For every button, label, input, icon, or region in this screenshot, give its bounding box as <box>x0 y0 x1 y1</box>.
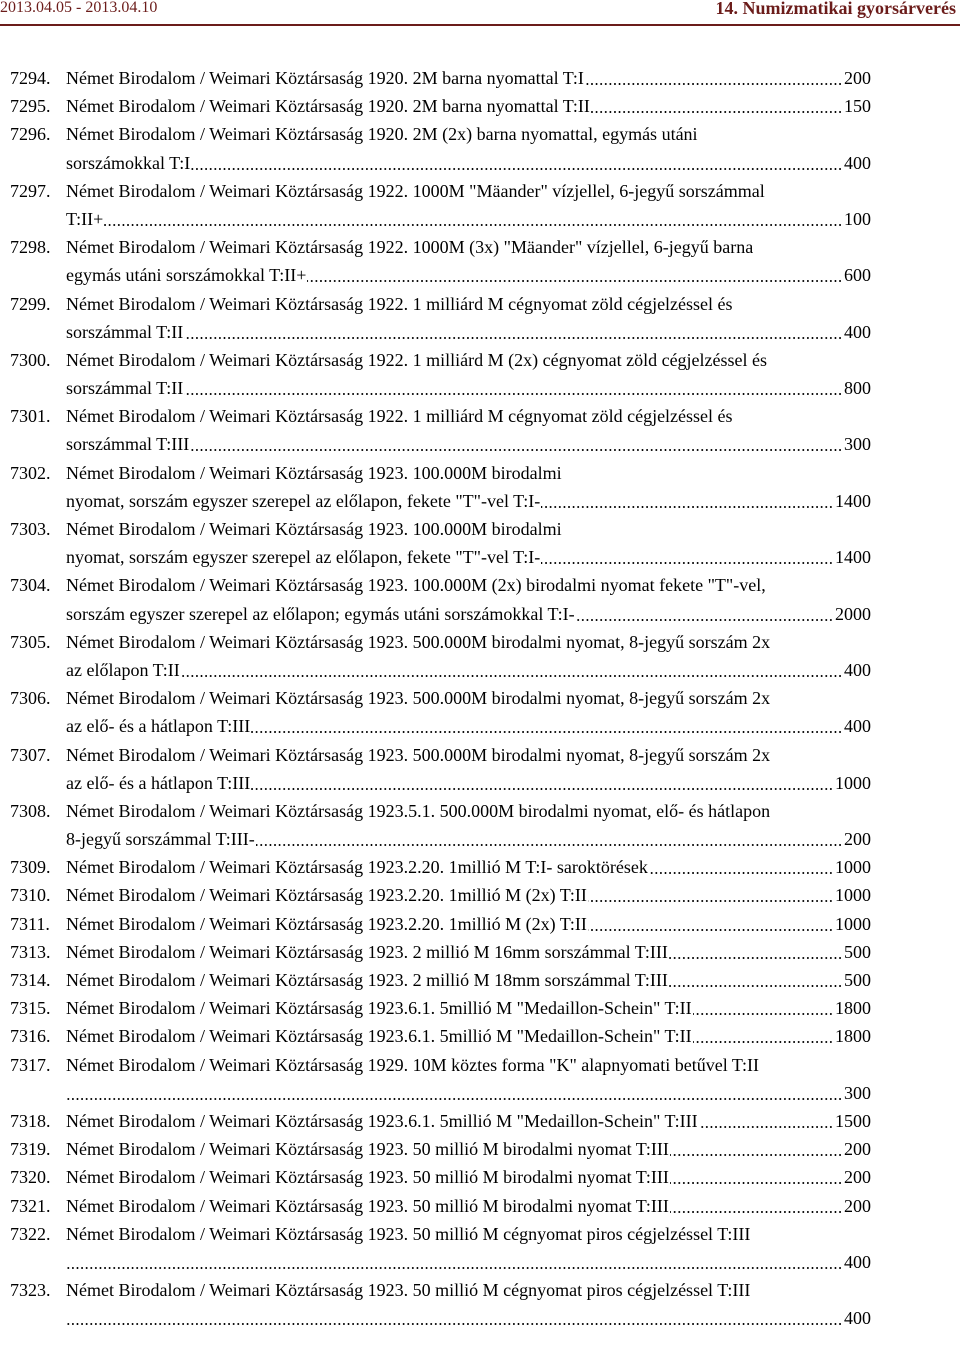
lot-description-text: Német Birodalom / Weimari Köztársaság 1923. 2 millió M 18mm sorszámmal T:III <box>66 970 668 990</box>
lot-description-last-line <box>66 1107 871 1135</box>
lot-description-text: Német Birodalom / Weimari Köztársaság 1923.2.20. 1millió M T:I- saroktörések <box>66 857 648 878</box>
lot-entry <box>0 120 960 176</box>
lot-entry <box>0 571 960 627</box>
lot-description-text: Német Birodalom / Weimari Köztársaság 1922. 1000M "Mäander" vízjellel, 6-jegyű sorszámmal <box>66 180 765 201</box>
lot-starting-price: 400 <box>843 712 871 740</box>
lot-starting-price: 500 <box>843 938 871 966</box>
lot-number: 7296. <box>10 124 51 145</box>
lot-description-text: Német Birodalom / Weimari Köztársaság 1923. 50 millió M birodalmi nyomat T:III <box>66 1167 669 1188</box>
lot-description-last-line <box>66 600 871 628</box>
lot-entry <box>0 177 960 233</box>
lot-entry <box>0 1192 960 1220</box>
lot-number: 7294. <box>10 68 51 88</box>
lot-starting-price: 1000 <box>834 910 871 938</box>
lot-starting-price: 200 <box>843 825 871 853</box>
lot-entry <box>0 741 960 797</box>
lot-description-text: Német Birodalom / Weimari Köztársaság 1923.2.20. 1millió M (2x) T:II <box>66 913 587 934</box>
lot-entry <box>0 515 960 571</box>
lot-starting-price: 400 <box>843 1248 871 1276</box>
lot-entry <box>0 64 960 92</box>
lot-description-line <box>66 571 871 599</box>
lot-description-line <box>66 1276 871 1304</box>
lot-description-last-line <box>66 966 871 994</box>
lot-description-last-line <box>66 487 871 515</box>
lot-description-text: sorszámmal T:II <box>66 378 184 399</box>
lot-number: 7321. <box>10 1195 51 1216</box>
lot-starting-price: 400 <box>843 1304 871 1332</box>
lot-starting-price: 2000 <box>834 600 871 628</box>
lot-description-last-line <box>66 92 871 120</box>
lot-description-text: Német Birodalom / Weimari Köztársaság 1929. 10M köztes forma "K" alapnyomati betűvel T:II <box>66 1054 760 1075</box>
lot-entry <box>0 290 960 346</box>
lot-description-line <box>66 177 871 205</box>
lot-description-text: sorszámmal T:II <box>66 321 184 342</box>
lot-starting-price: 1400 <box>834 487 871 515</box>
lot-number: 7302. <box>10 462 51 483</box>
lot-description-text: egymás utáni sorszámokkal T:II+ <box>66 265 307 286</box>
lot-description-text: Német Birodalom / Weimari Köztársaság 1922. 1 milliárd M cégnyomat zöld cégjelzéssel és <box>66 293 733 314</box>
lot-description-line <box>66 684 871 712</box>
lot-entry <box>0 881 960 909</box>
lot-description-line <box>66 402 871 430</box>
lot-description-text: Német Birodalom / Weimari Köztársaság 1923. 500.000M birodalmi nyomat, 8-jegyű sorszám 2x <box>66 688 771 709</box>
lot-description-text: sorszámokkal T:I <box>66 152 191 173</box>
lot-entry <box>0 628 960 684</box>
lot-entry <box>0 1107 960 1135</box>
lot-description-last-line <box>66 1022 871 1050</box>
lot-description-last-line <box>66 1248 871 1276</box>
lot-number: 7319. <box>10 1139 51 1160</box>
lot-description-last-line <box>66 938 871 966</box>
lot-number: 7305. <box>10 631 51 652</box>
lot-entry <box>0 92 960 120</box>
lot-description-line <box>66 233 871 261</box>
lot-entry <box>0 1022 960 1050</box>
lot-description-last-line <box>66 1192 871 1220</box>
lot-number: 7306. <box>10 688 51 709</box>
lot-description-last-line <box>66 205 871 233</box>
lot-description-text: Német Birodalom / Weimari Köztársaság 1920. 2M barna nyomattal T:II <box>66 96 590 117</box>
lot-description-line <box>66 515 871 543</box>
lot-starting-price: 1400 <box>834 543 871 571</box>
lot-starting-price: 500 <box>843 966 871 994</box>
lot-description-text: Német Birodalom / Weimari Köztársaság 1923. 50 millió M cégnyomat piros cégjelzéssel T:III <box>66 1280 751 1301</box>
lot-description-last-line <box>66 1163 871 1191</box>
lot-description-text: sorszámmal T:III <box>66 434 190 455</box>
lot-number: 7299. <box>10 293 51 314</box>
lot-number: 7300. <box>10 349 51 370</box>
lot-number: 7322. <box>10 1223 51 1244</box>
lot-starting-price: 300 <box>843 1079 871 1107</box>
lot-description-last-line <box>66 712 871 740</box>
lot-description-text: nyomat, sorszám egyszer szerepel az előlapon, fekete "T"-vel T:I- <box>66 490 541 511</box>
lot-number: 7311. <box>10 913 50 934</box>
lot-description-line <box>66 741 871 769</box>
lot-description-last-line <box>66 769 871 797</box>
lot-description-line <box>66 1051 871 1079</box>
lot-description-text: Német Birodalom / Weimari Köztársaság 1923. 50 millió M birodalmi nyomat T:III <box>66 1139 669 1160</box>
lot-description-text <box>66 1308 67 1328</box>
lot-description-text: Német Birodalom / Weimari Köztársaság 1923. 500.000M birodalmi nyomat, 8-jegyű sorszám 2x <box>66 744 771 765</box>
lot-description-last-line <box>66 149 871 177</box>
header-divider <box>0 24 960 26</box>
lot-description-line <box>66 120 871 148</box>
lot-number: 7314. <box>10 970 51 990</box>
lot-description-last-line <box>66 64 871 92</box>
lot-starting-price: 1800 <box>834 994 871 1022</box>
lot-list <box>0 64 960 1332</box>
lot-description-last-line <box>66 430 871 458</box>
lot-entry <box>0 233 960 289</box>
lot-starting-price: 400 <box>843 318 871 346</box>
lot-number: 7323. <box>10 1280 51 1301</box>
lot-number: 7315. <box>10 998 51 1019</box>
lot-entry <box>0 1276 960 1332</box>
lot-starting-price: 200 <box>843 1135 871 1163</box>
lot-description-text: Német Birodalom / Weimari Köztársaság 1923. 50 millió M birodalmi nyomat T:III <box>66 1195 669 1216</box>
lot-description-text: Német Birodalom / Weimari Köztársaság 1922. 1 milliárd M (2x) cégnyomat zöld cégjelzéssel és <box>66 349 768 370</box>
lot-starting-price: 150 <box>843 92 871 120</box>
lot-number: 7298. <box>10 237 51 258</box>
lot-starting-price: 1500 <box>834 1107 871 1135</box>
lot-description-text: Német Birodalom / Weimari Köztársaság 1923. 100.000M birodalmi <box>66 519 562 539</box>
lot-starting-price: 1800 <box>834 1022 871 1050</box>
lot-entry <box>0 910 960 938</box>
lot-description-line <box>66 459 871 487</box>
lot-number: 7316. <box>10 1026 51 1047</box>
lot-description-text: Német Birodalom / Weimari Köztársaság 1923.6.1. 5millió M "Medaillon-Schein" T:III <box>66 1110 698 1131</box>
lot-starting-price: 400 <box>843 149 871 177</box>
lot-entry <box>0 797 960 853</box>
lot-description-text: Német Birodalom / Weimari Köztársaság 1922. 1 milliárd M cégnyomat zöld cégjelzéssel és <box>66 406 733 427</box>
lot-starting-price: 1000 <box>834 769 871 797</box>
lot-description-line <box>66 290 871 318</box>
lot-description-text: az előlapon T:II <box>66 659 180 680</box>
lot-entry <box>0 853 960 881</box>
lot-description-text: Német Birodalom / Weimari Köztársaság 1920. 2M barna nyomattal T:I <box>66 68 584 88</box>
lot-description-last-line <box>66 318 871 346</box>
lot-description-text: az elő- és a hátlapon T:III <box>66 716 251 737</box>
lot-entry <box>0 1220 960 1276</box>
lot-description-text: Német Birodalom / Weimari Köztársaság 1923.2.20. 1millió M (2x) T:II <box>66 885 587 906</box>
lot-starting-price: 1000 <box>834 853 871 881</box>
lot-description-text: Német Birodalom / Weimari Köztársaság 1923.5.1. 500.000M birodalmi nyomat, elő- és hátlapon <box>66 800 771 821</box>
lot-entry <box>0 1051 960 1107</box>
lot-entry <box>0 938 960 966</box>
lot-number: 7320. <box>10 1167 51 1188</box>
lot-description-last-line <box>66 261 871 289</box>
lot-number: 7313. <box>10 941 51 962</box>
lot-description-last-line <box>66 825 871 853</box>
lot-description-text: Német Birodalom / Weimari Köztársaság 1920. 2M (2x) barna nyomattal, egymás utáni <box>66 124 698 145</box>
lot-description-text: Német Birodalom / Weimari Köztársaság 1923. 100.000M (2x) birodalmi nyomat fekete "T"-vel, <box>66 575 766 596</box>
lot-starting-price: 600 <box>843 261 871 289</box>
lot-number: 7318. <box>10 1110 51 1131</box>
lot-starting-price: 200 <box>843 64 871 92</box>
lot-number: 7297. <box>10 180 51 201</box>
lot-description-text: 8-jegyű sorszámmal T:III- <box>66 829 255 850</box>
lot-starting-price: 400 <box>843 656 871 684</box>
lot-description-last-line <box>66 1079 871 1107</box>
lot-starting-price: 200 <box>843 1163 871 1191</box>
lot-description-text: Német Birodalom / Weimari Köztársaság 1923. 100.000M birodalmi <box>66 462 562 483</box>
lot-description-text: Német Birodalom / Weimari Köztársaság 1922. 1000M (3x) "Mäander" vízjellel, 6-jegyű barna <box>66 237 754 258</box>
lot-number: 7307. <box>10 744 51 765</box>
lot-number: 7304. <box>10 575 51 596</box>
lot-description-last-line <box>66 1135 871 1163</box>
lot-description-last-line <box>66 1304 871 1332</box>
lot-description-line <box>66 797 871 825</box>
lot-description-text: Német Birodalom / Weimari Köztársaság 1923. 2 millió M 16mm sorszámmal T:III <box>66 941 668 962</box>
lot-description-last-line <box>66 994 871 1022</box>
lot-entry <box>0 1163 960 1191</box>
lot-description-line <box>66 628 871 656</box>
lot-description-text: nyomat, sorszám egyszer szerepel az előlapon, fekete "T"-vel T:I- <box>66 547 541 568</box>
lot-description-last-line <box>66 881 871 909</box>
lot-description-last-line <box>66 374 871 402</box>
lot-description-text: az elő- és a hátlapon T:III <box>66 772 251 793</box>
lot-number: 7310. <box>10 885 51 906</box>
lot-starting-price: 200 <box>843 1192 871 1220</box>
lot-description-text <box>66 1083 67 1103</box>
date-range: 2013.04.05 - 2013.04.10 <box>0 0 158 16</box>
lot-number: 7308. <box>10 800 51 821</box>
page-header <box>0 0 960 30</box>
lot-entry <box>0 1135 960 1163</box>
lot-description-line <box>66 346 871 374</box>
lot-entry <box>0 966 960 994</box>
lot-description-text: T:II+ <box>66 208 104 229</box>
lot-starting-price: 1000 <box>834 881 871 909</box>
lot-description-last-line <box>66 853 871 881</box>
lot-number: 7309. <box>10 857 51 878</box>
lot-entry <box>0 994 960 1022</box>
lot-starting-price: 800 <box>843 374 871 402</box>
lot-entry <box>0 346 960 402</box>
lot-description-text: sorszám egyszer szerepel az előlapon; egymás utáni sorszámokkal T:I- <box>66 603 575 624</box>
lot-description-text: Német Birodalom / Weimari Köztársaság 1923. 500.000M birodalmi nyomat, 8-jegyű sorszám 2x <box>66 631 771 652</box>
auction-title: 14. Numizmatikai gyorsárverés <box>715 0 956 18</box>
lot-number: 7303. <box>10 519 51 539</box>
lot-description-line <box>66 1220 871 1248</box>
lot-number: 7317. <box>10 1054 51 1075</box>
lot-number: 7295. <box>10 96 51 117</box>
lot-number: 7301. <box>10 406 51 427</box>
lot-description-text: Német Birodalom / Weimari Köztársaság 1923.6.1. 5millió M "Medaillon-Schein" T:II <box>66 1026 692 1047</box>
lot-entry <box>0 402 960 458</box>
lot-description-last-line <box>66 910 871 938</box>
lot-starting-price: 100 <box>843 205 871 233</box>
lot-description-last-line <box>66 543 871 571</box>
lot-description-text <box>66 1252 67 1272</box>
lot-description-text: Német Birodalom / Weimari Köztársaság 1923.6.1. 5millió M "Medaillon-Schein" T:II <box>66 998 692 1019</box>
lot-entry <box>0 684 960 740</box>
lot-description-text: Német Birodalom / Weimari Köztársaság 1923. 50 millió M cégnyomat piros cégjelzéssel T:III <box>66 1223 751 1244</box>
lot-entry <box>0 459 960 515</box>
lot-description-last-line <box>66 656 871 684</box>
lot-starting-price: 300 <box>843 430 871 458</box>
